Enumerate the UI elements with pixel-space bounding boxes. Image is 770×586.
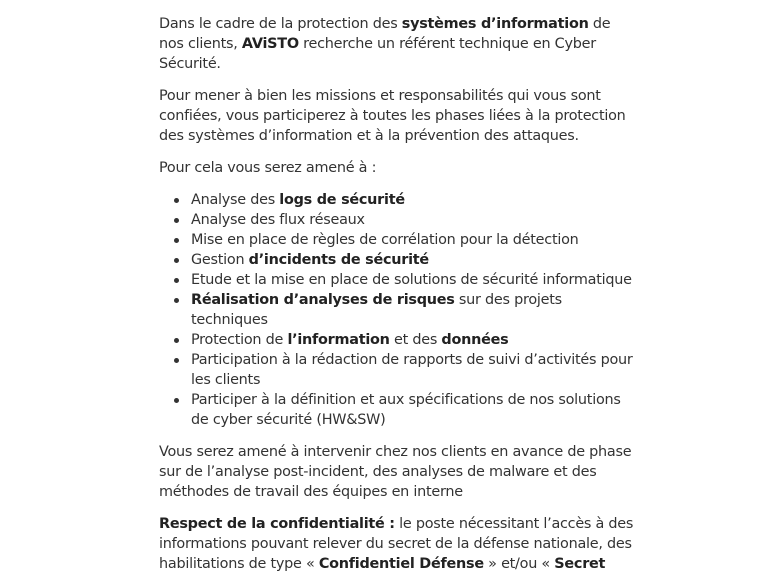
- intro-emphasis-systems: systèmes d’information: [401, 16, 589, 32]
- tasks-list: [159, 190, 639, 430]
- list-item: Analyse des flux réseaux: [191, 210, 639, 230]
- list-item: Participer à la définition et aux spécifications de nos solutions de cyber sécurité (HW&SW): [191, 390, 639, 430]
- job-description: [159, 14, 639, 586]
- list-item: Analyse des logs de sécurité: [191, 190, 639, 210]
- tasks-lead: Pour cela vous serez amené à :: [159, 160, 377, 176]
- list-item: Protection de l’information et des données: [191, 330, 639, 350]
- list-item: Participation à la rédaction de rapports de suivi d’activités pour les clients: [191, 350, 639, 390]
- missions-paragraph: Pour mener à bien les missions et responsabilités qui vous sont confiées, vous participerez à toutes les phases liées à la protection des systèmes d’information et à la prévention des attaques.: [159, 88, 626, 144]
- list-item: Etude et la mise en place de solutions de sécurité informatique: [191, 270, 639, 290]
- intro-text: recherche un référent technique en Cyber Sécurité.: [159, 36, 596, 72]
- intro-paragraph: [159, 14, 639, 74]
- list-item: Gestion d’incidents de sécurité: [191, 250, 639, 270]
- list-item: Mise en place de règles de corrélation pour la détection: [191, 230, 639, 250]
- intro-text: Dans le cadre de la protection des: [159, 16, 402, 32]
- list-item: Réalisation d’analyses de risques sur des projets techniques: [191, 290, 639, 330]
- confidentiality-label: Respect de la confidentialité :: [159, 516, 395, 532]
- intro-text: de nos clients,: [159, 16, 611, 52]
- company-name: AViSTO: [241, 36, 299, 52]
- intervention-paragraph: Vous serez amené à intervenir chez nos clients en avance de phase sur de l’analyse post-incident, des analyses de malware et des méthodes de travail des équipes en interne: [159, 444, 632, 500]
- confidentiality-paragraph: Respect de la confidentialité : le poste nécessitant l’accès à des informations pouvant relever du secret de la défense nationale, des habilitations de type « Confidentiel Défense » et/ou « Secret: [159, 516, 634, 572]
